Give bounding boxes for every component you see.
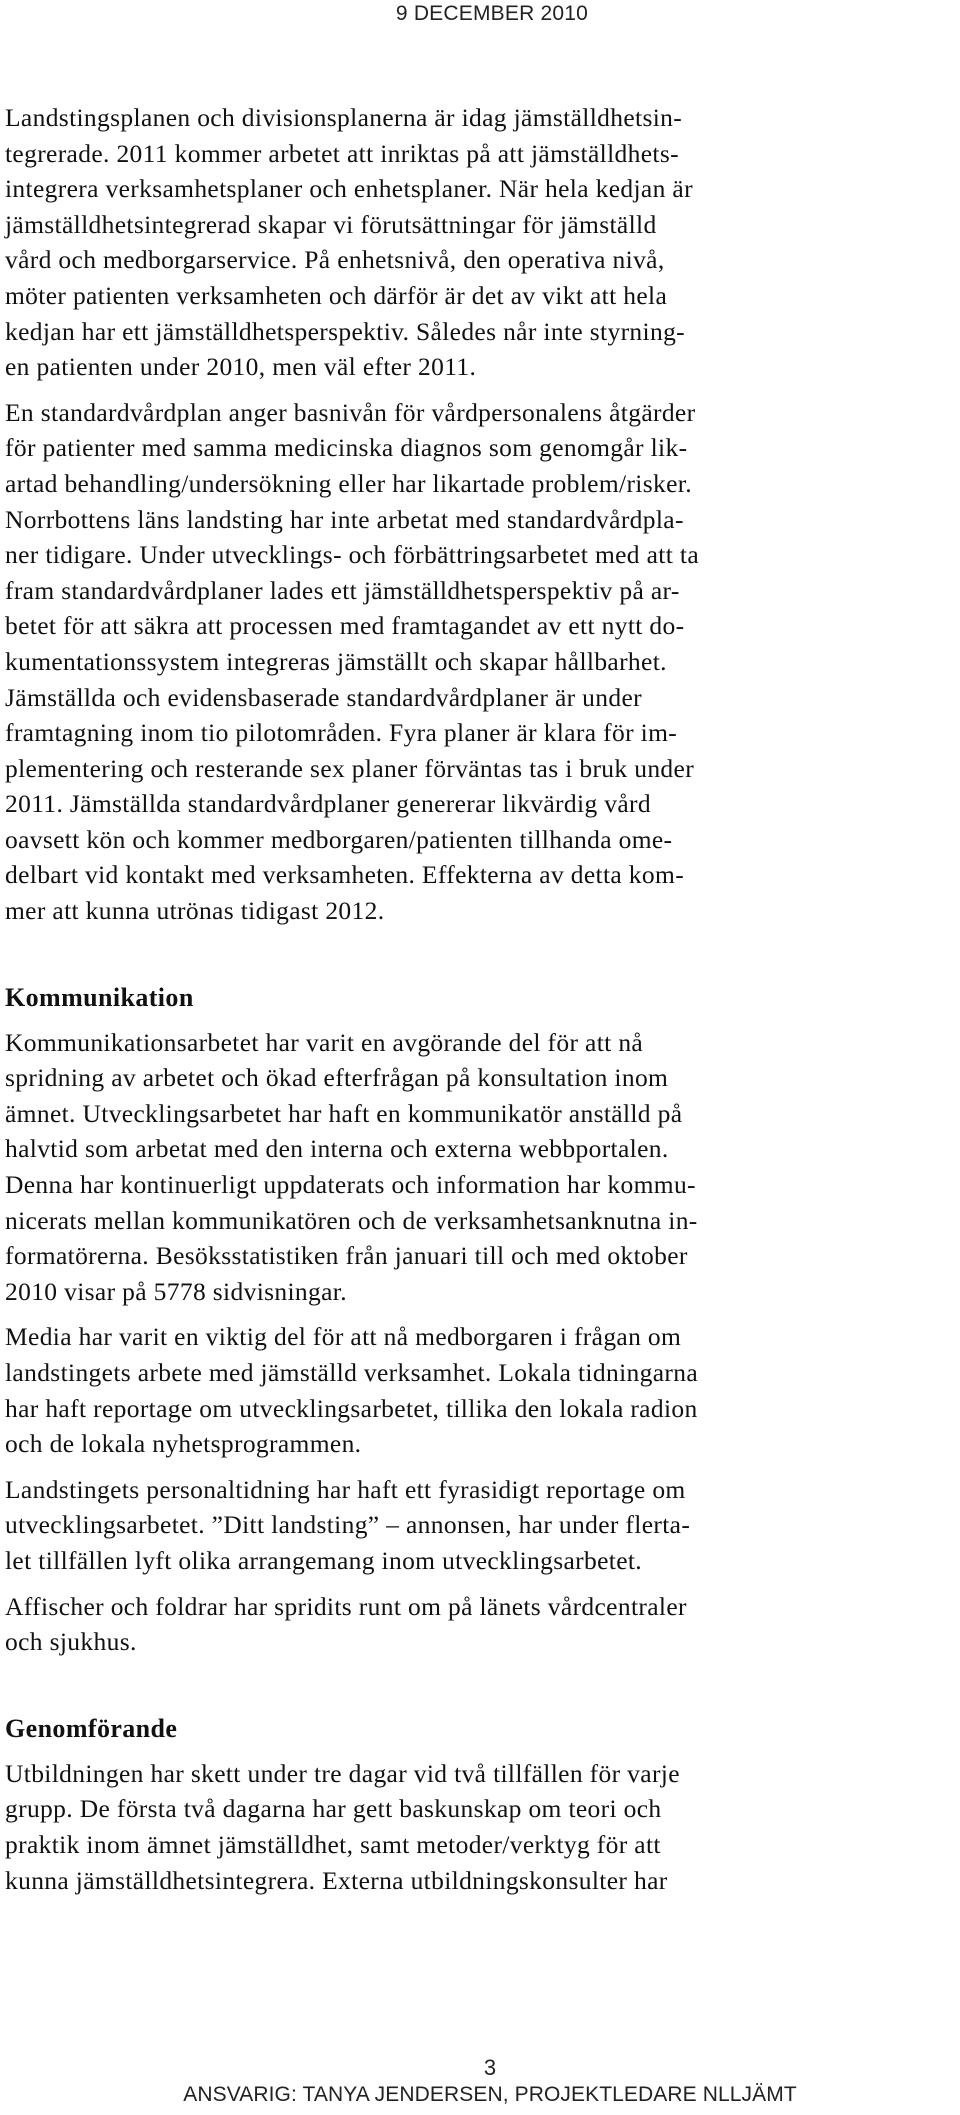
intro-paragraph-2: En standardvårdplan anger basnivån för vårdpersonalens åtgärder för patienter med samma medicinska diagnos som genomgår lik- artad behandling/undersökning eller har likartade problem/risker. Norrbottens läns landsting har inte arbetat med standardvårdpla- ner tidigare. Under utvecklings- och förbättringsarbetet med att ta fram standardvårdplaner lades ett jämställdhetsperspektiv på ar- betet för att säkra att processen med framtagandet av ett nytt do- kumentationssystem integreras jämställt och skapar hållbarhet. Jämställda och evidensbaserade standardvårdplaner är under framtagning inom tio pilotområden. Fyra planer är klara för im- plementering och resterande sex planer förväntas tas i bruk under 2011. Jämställda standardvårdplaner genererar likvärdig vård oavsett kön och kommer medborgaren/patienten tillhanda ome- delbart vid kontakt med verksamheten. Effekterna av detta kom- mer att kunna utrönas tidigast 2012. xyxy=(5,397,699,926)
genomforande-paragraph-1: Utbildningen har skett under tre dagar vid två tillfällen för varje grupp. De första två dagarna har gett baskunskap om teori och praktik inom ämnet jämställdhet, samt metoder/verktyg för att kunna jämställdhetsintegrera. Externa utbildningskonsulter har xyxy=(5,1758,680,1895)
footer-responsible: ANSVARIG: TANYA JENDERSEN, PROJEKTLEDARE NLLJÄMT xyxy=(183,2083,797,2106)
document-body xyxy=(5,100,910,1908)
intro-paragraph-1: Landstingsplanen och divisionsplanerna är idag jämställdhetsin- tegrerade. 2011 kommer arbetet att inriktas på att jämställdhets- integrera verksamhetsplaner och enhetsplaner. När hela kedjan är jämställdhetsintegrerad skapar vi förutsättningar för jämställd vård och medborgarservice. På enhetsnivå, den operativa nivå, möter patienten verksamheten och därför är det av vikt att hela kedjan har ett jämställdhetsperspektiv. Således når inte styrning- en patienten under 2010, men väl efter 2011. xyxy=(5,103,693,382)
kommunikation-paragraph-2: Media har varit en viktig del för att nå medborgaren i frågan om landstingets arbete med jämställd verksamhet. Lokala tidningarna har haft reportage om utvecklingsarbetet, tillika den lokala radion och de lokala nyhetsprogrammen. xyxy=(5,1322,698,1459)
kommunikation-paragraph-4: Affischer och foldrar har spridits runt om på länets vårdcentraler och sjukhus. xyxy=(5,1591,687,1657)
section-heading-kommunikation: Kommunikation xyxy=(5,982,194,1012)
header-date: 9 DECEMBER 2010 xyxy=(395,2,588,25)
section-heading-genomforande: Genomförande xyxy=(5,1713,178,1743)
kommunikation-paragraph-1: Kommunikationsarbetet har varit en avgörande del för att nå spridning av arbetet och ökad efterfrågan på konsultation inom ämnet. Utvecklingsarbetet har haft en kommunikatör anställd på halvtid som arbetat med den interna och externa webbportalen. Denna har kontinuerligt uppdaterats och information har kommu- nicerats mellan kommunikatören och de verksamhetsanknutna in- formatörerna. Besöksstatistiken från januari till och med oktober 2010 visar på 5778 sidvisningar. xyxy=(5,1027,698,1306)
page-number: 3 xyxy=(483,2055,497,2080)
kommunikation-paragraph-3: Landstingets personaltidning har haft ett fyrasidigt reportage om utvecklingsarbetet. ”Ditt landsting” – annonsen, har under flerta- let tillfällen lyft olika arrangemang inom utvecklingsarbetet. xyxy=(5,1474,691,1575)
